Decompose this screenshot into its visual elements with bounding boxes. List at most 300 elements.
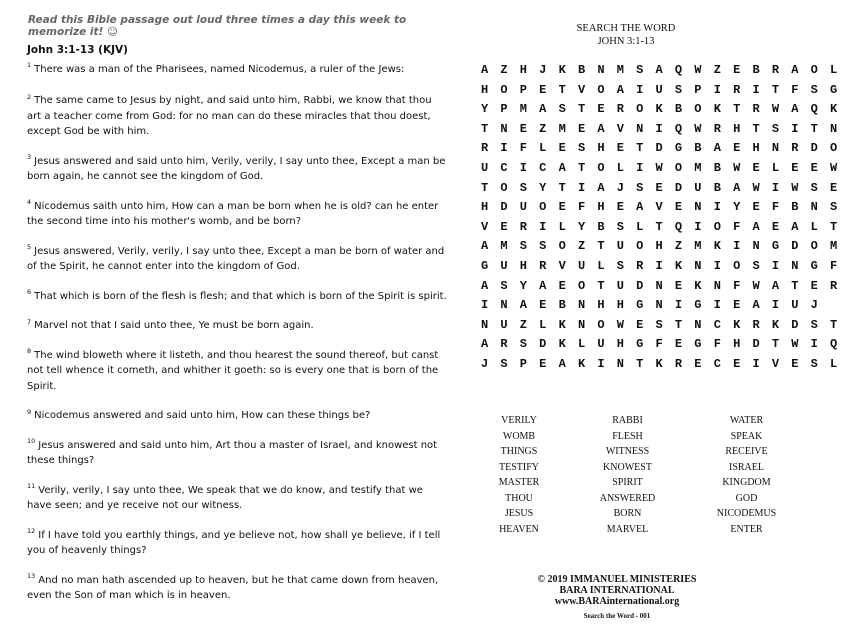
grid-letter: R [674,356,683,371]
grid-letter: W [733,160,741,175]
grid-letter: E [655,180,663,195]
word-list-item: RECEIVE [725,446,768,457]
grid-row [481,355,849,375]
grid-letter: S [636,63,644,77]
grid-letter: E [810,278,818,293]
grid-letter: A [597,180,605,195]
grid-letter: H [481,82,489,97]
grid-letter: O [713,219,721,234]
verse-text: There was a man of the Pharisees, named Nicodemus, a ruler of the Jews: [34,63,405,75]
grid-letter: Y [577,219,586,234]
grid-letter: H [597,298,605,313]
grid-letter: E [733,356,741,371]
verse [27,438,447,469]
verse [27,408,447,424]
grid-letter: R [733,82,741,97]
grid-letter: V [616,121,624,136]
grid-letter: T [752,121,760,136]
grid-letter: T [481,121,489,136]
grid-letter: B [713,160,721,175]
grid-letter: D [752,337,760,352]
verse-text: And no man hath ascended up to heaven, but he that came down from heaven, even the Son of man which is in heaven. [27,574,439,601]
grid-letter: Z [577,239,586,254]
grid-letter: I [752,356,760,371]
grid-letter: W [791,337,799,352]
grid-letter: I [733,239,741,254]
grid-letter: L [539,317,547,332]
grid-letter: V [577,82,586,97]
grid-letter: N [655,278,663,293]
grid-letter: N [810,200,818,215]
grid-letter: Y [519,278,527,293]
verse-text: The wind bloweth where it listeth, and thou hearest the sound thereof, but canst not tell whence it cometh, and whither it goeth: so is every one that is born of the Spirit. [27,349,439,392]
word-list-item: WOMB [502,430,536,442]
grid-letter: N [500,298,508,313]
grid-letter: U [577,258,586,273]
grid-letter: P [519,356,527,371]
grid-letter: N [791,258,799,273]
grid-letter: K [674,258,683,273]
grid-letter: K [558,317,566,332]
grid-letter: E [558,200,566,215]
grid-letter: O [636,239,644,254]
grid-row [481,277,849,297]
grid-letter: N [636,121,644,136]
grid-letter: C [713,356,721,371]
grid-letter: E [830,180,838,195]
word-list-item: JESUS [504,508,534,519]
grid-letter: L [616,160,624,175]
grid-letter: K [713,102,721,117]
grid-letter: B [558,298,566,313]
grid-letter: U [655,82,663,97]
grid-letter: E [791,160,799,175]
grid-letter: K [577,356,586,371]
grid-letter: V [558,258,566,273]
grid-letter: T [655,219,663,234]
grid-letter: T [771,337,780,352]
verse-number: 1 [27,61,32,70]
grid-letter: M [694,160,702,175]
grid-letter: H [519,63,527,77]
grid-letter: U [616,239,624,254]
grid-letter: M [694,239,702,254]
grid-letter: G [810,258,818,273]
grid-letter: O [830,141,838,156]
grid-letter: E [771,219,780,234]
grid-letter: A [558,356,566,371]
verse-number: 11 [27,482,36,491]
grid-letter: D [791,239,799,254]
verse [27,483,447,514]
grid-letter: Q [830,337,838,352]
organization: BARA INTERNATIONAL [559,585,675,596]
grid-letter: A [733,180,741,195]
passage [27,43,447,618]
grid-letter: T [597,278,605,293]
grid-letter: N [481,317,489,332]
verse-number: 10 [27,437,36,446]
grid-letter: K [655,102,663,117]
grid-letter: B [713,180,721,195]
grid-letter: E [636,317,644,332]
verse [27,244,447,275]
grid-letter: U [597,337,605,352]
grid-letter: J [539,63,547,77]
grid-letter: U [500,317,508,332]
grid-letter: Q [674,63,683,77]
grid-letter: A [636,200,644,215]
grid-letter: R [539,258,547,273]
grid-letter: T [830,317,838,332]
grid-letter: T [810,121,818,136]
grid-letter: A [597,121,605,136]
grid-letter: G [694,337,702,352]
grid-letter: A [481,239,489,254]
grid-letter: A [791,219,799,234]
word-list-item: VERILY [501,415,537,426]
grid-letter: I [771,258,780,273]
grid-letter: N [577,317,586,332]
grid-letter: A [481,337,489,352]
grid-letter: B [752,63,760,77]
verse [27,573,447,604]
verse-text: Jesus answered, Verily, verily, I say unto thee, Except a man be born of water and of the Spirit, he cannot enter into the kingdom of God. [27,245,445,272]
grid-letter: E [539,356,547,371]
word-list-item: GOD [735,492,758,504]
grid-letter: G [636,298,644,313]
grid-letter: I [500,141,508,156]
grid-row [481,198,849,218]
verse-number: 13 [27,572,36,581]
grid-letter: I [771,180,780,195]
verse-text: The same came to Jesus by night, and said unto him, Rabbi, we know that thou art a teacher come from God: for no man can do these miracles that thou doest, except God be with him. [27,95,432,137]
grid-letter: E [539,82,547,97]
grid-row [481,139,849,159]
word-list-item: MARVEL [606,523,649,535]
grid-row [481,316,849,336]
grid-letter: H [616,337,624,352]
grid-letter: I [694,219,702,234]
grid-letter: H [597,200,605,215]
grid-letter: W [771,102,780,117]
word-list-item: MASTER [498,477,540,488]
grid-letter: U [616,278,624,293]
grid-letter: W [655,160,663,175]
verse-text: Jesus answered and said unto him, Verily, verily, I say unto thee, Except a man be born again, he cannot see the kingdom of God. [27,155,446,182]
grid-letter: O [694,102,702,117]
grid-letter: I [713,200,721,215]
grid-letter: F [830,258,838,273]
word-list-item: ANSWERED [599,492,656,504]
grid-letter: S [616,258,624,273]
grid-letter: Q [810,102,818,117]
verse-number: 4 [27,198,32,207]
grid-letter: I [577,180,586,195]
grid-letter: T [597,239,605,254]
grid-letter: C [500,160,508,175]
verse [27,154,447,185]
grid-letter: U [519,200,527,215]
grid-letter: P [519,82,527,97]
grid-row [481,296,849,316]
word-list-item: SPIRIT [612,477,643,488]
grid-letter: Y [539,180,547,195]
grid-letter: H [616,298,624,313]
grid-letter: L [577,337,586,352]
grid-letter: T [481,180,489,195]
grid-letter: R [519,219,527,234]
grid-letter: Z [500,63,508,77]
grid-letter: I [674,298,683,313]
grid-letter: R [616,102,624,117]
grid-letter: J [616,180,624,195]
grid-letter: D [655,141,663,156]
grid-letter: Z [713,63,721,77]
verse [27,348,447,395]
verse [27,62,447,78]
grid-letter: A [519,298,527,313]
grid-letter: N [694,200,702,215]
grid-letter: N [830,121,838,136]
word-list-item: SPEAK [730,430,763,442]
grid-letter: O [810,63,818,77]
grid-letter: I [713,82,721,97]
grid-letter: K [655,356,663,371]
word-list-item: KINGDOM [722,477,771,488]
grid-letter: I [597,356,605,371]
verse [27,318,447,334]
grid-letter: L [636,219,644,234]
grid-letter: W [752,278,760,293]
grid-letter: E [733,141,741,156]
grid-letter: O [597,317,605,332]
verse-number: 5 [27,243,32,252]
grid-letter: A [481,63,489,77]
grid-letter: D [636,278,644,293]
grid-letter: F [791,82,799,97]
grid-letter: E [616,200,624,215]
grid-letter: U [500,258,508,273]
grid-letter: Y [733,200,741,215]
word-search-grid [481,61,849,375]
verse-text: If I have told you earthly things, and ye believe not, how shall ye believe, if I tell you of heavenly things? [27,529,441,556]
grid-letter: U [481,160,489,175]
grid-letter: K [558,337,566,352]
grid-letter: A [791,102,799,117]
word-list-item: RABBI [612,415,643,426]
verse-number: 2 [27,92,32,101]
grid-letter: E [616,141,624,156]
grid-letter: T [558,180,566,195]
grid-letter: H [519,258,527,273]
grid-letter: T [636,356,644,371]
grid-letter: T [558,82,566,97]
grid-letter: C [713,317,721,332]
grid-letter: I [810,337,818,352]
grid-letter: S [558,102,566,117]
grid-letter: S [810,82,818,97]
grid-letter: O [500,82,508,97]
grid-letter: S [577,141,586,156]
grid-letter: F [733,278,741,293]
grid-letter: K [830,102,838,117]
grid-letter: K [713,239,721,254]
copyright: © 2019 IMMANUEL MINISTERIES [537,574,697,585]
grid-letter: I [655,258,663,273]
grid-letter: J [481,356,489,371]
grid-letter: I [655,121,663,136]
grid-row [481,61,849,81]
grid-letter: M [616,63,624,77]
grid-letter: P [694,82,702,97]
verse [27,289,447,305]
verse-number: 3 [27,153,32,162]
grid-letter: G [771,239,780,254]
grid-row [481,257,849,277]
verse-text: Nicodemus answered and said unto him, How can these things be? [34,410,371,421]
grid-letter: H [597,141,605,156]
grid-letter: S [519,180,527,195]
passage-reference: John 3:1-13 (KJV) [27,44,128,56]
grid-letter: P [500,102,508,117]
grid-letter: I [519,160,527,175]
grid-letter: A [655,63,663,77]
grid-letter: F [577,200,586,215]
grid-letter: O [500,180,508,195]
grid-row [481,218,849,238]
verse [27,528,447,559]
grid-letter: R [830,278,838,293]
grid-letter: N [713,278,721,293]
grid-letter: V [771,356,780,371]
grid-letter: W [791,180,799,195]
grid-row [481,237,849,257]
grid-letter: R [791,141,799,156]
grid-letter: T [771,82,780,97]
grid-letter: R [752,102,760,117]
grid-row [481,335,849,355]
grid-letter: K [771,317,780,332]
grid-letter: S [810,180,818,195]
footer [519,574,715,622]
grid-letter: S [830,200,838,215]
grid-letter: Z [674,239,683,254]
grid-letter: A [616,82,624,97]
grid-letter: E [810,160,818,175]
word-list-item: WITNESS [605,446,650,457]
grid-letter: W [830,160,838,175]
grid-letter: O [636,102,644,117]
grid-letter: T [674,317,683,332]
grid-letter: B [791,200,799,215]
grid-letter: L [830,63,838,77]
grid-letter: D [539,337,547,352]
grid-letter: N [597,63,605,77]
grid-letter: T [577,160,586,175]
word-list-item: ISRAEL [729,461,764,473]
verse-text: Verily, verily, I say unto thee, We speak that we do know, and testify that we have seen; and ye receive not our witness. [27,484,423,511]
grid-letter: D [500,200,508,215]
grid-letter: M [500,239,508,254]
grid-letter: E [558,278,566,293]
grid-letter: K [733,317,741,332]
grid-letter: N [694,258,702,273]
grid-letter: B [577,63,586,77]
grid-letter: T [791,278,799,293]
grid-letter: V [481,219,489,234]
grid-letter: A [558,160,566,175]
grid-letter: E [694,356,702,371]
verse-number: 9 [27,407,32,416]
grid-letter: Q [674,219,683,234]
word-list-item: THOU [505,492,533,504]
grid-letter: M [558,121,566,136]
grid-row [481,159,849,179]
grid-letter: F [713,337,721,352]
grid-letter: R [636,258,644,273]
grid-row [481,120,849,140]
grid-letter: E [791,356,799,371]
grid-letter: A [771,278,780,293]
grid-letter: N [577,298,586,313]
grid-letter: Y [481,102,489,117]
grid-letter: L [558,219,566,234]
grid-letter: U [791,298,799,313]
grid-letter: L [830,356,838,371]
grid-letter: N [616,356,624,371]
grid-letter: N [752,239,760,254]
grid-letter: W [616,317,624,332]
grid-letter: W [752,180,760,195]
grid-letter: F [519,141,527,156]
grid-letter: Q [674,121,683,136]
grid-letter: D [791,317,799,332]
word-list-item: ENTER [730,523,763,535]
grid-letter: G [830,82,838,97]
grid-letter: K [694,278,702,293]
grid-letter: A [752,298,760,313]
grid-letter: R [481,141,489,156]
grid-letter: S [752,258,760,273]
grid-letter: T [636,141,644,156]
grid-letter: G [636,337,644,352]
grid-letter: K [558,63,566,77]
grid-letter: O [577,278,586,293]
grid-letter: G [694,298,702,313]
grid-row [481,81,849,101]
grid-letter: Z [539,121,547,136]
grid-letter: J [810,298,818,313]
verse-number: 7 [27,317,32,326]
grid-letter: V [655,200,663,215]
grid-letter: B [597,219,605,234]
grid-letter: R [713,121,721,136]
grid-letter: Z [519,317,527,332]
word-list [473,415,803,539]
grid-letter: B [674,102,683,117]
grid-letter: E [519,121,527,136]
grid-letter: L [771,160,780,175]
verse-text: Marvel not that I said unto thee, Ye must be born again. [34,320,314,331]
grid-letter: I [713,258,721,273]
grid-letter: S [810,356,818,371]
verse [27,199,447,230]
grid-letter: S [655,317,663,332]
grid-letter: S [771,121,780,136]
word-list-item: FLESH [612,430,643,442]
verse-text: Nicodemus saith unto him, How can a man be born when he is old? can he enter the second time into his mother's womb, and be born? [27,200,439,227]
